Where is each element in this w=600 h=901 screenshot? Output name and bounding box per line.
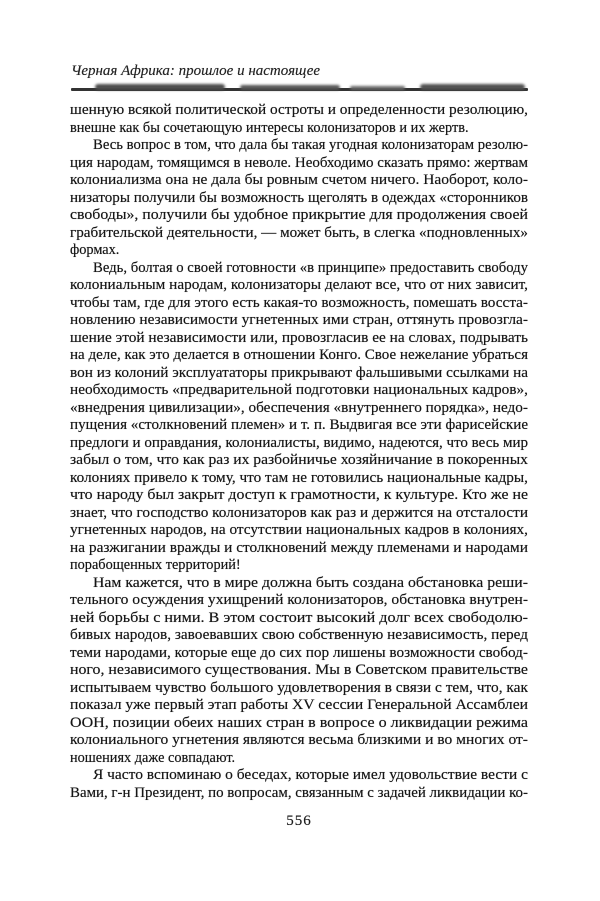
text-line: угнетенных народов, на отсутствии национальных кадров в колониях, — [70, 522, 528, 538]
text-line: теми народами, которые еще до сих пор лишены возможности свобод- — [70, 644, 529, 661]
text-line: колониализма она не дала бы ровным счетом ничего. Наоборот, коло- — [70, 172, 529, 188]
text-line: ношениях даже совпадают. — [70, 749, 236, 766]
text-line: формах. — [70, 242, 120, 258]
text-line: тельного осуждения ухищрений колонизаторов, обстановка внутрен- — [70, 592, 529, 608]
text-line: ней борьбы с ними. В этом состоит высокий долг всех свободолю- — [70, 609, 529, 626]
text-line: на деле, как это делается в отношении Конго. Свое нежелание убраться — [70, 347, 528, 363]
text-line: что народу был закрыт доступ к грамотности, к культуре. Кто же не — [70, 487, 529, 503]
text-line: бивых народов, завоевавших свою собственную независимость, перед — [70, 627, 529, 643]
text-line: вон из колоний эксплуататоры прикрывают фальшивыми ссылками на — [70, 364, 529, 381]
text-line: Ведь, болтая о своей готовности «в принципе» предоставить свободу — [93, 259, 529, 276]
text-line: внешне как бы сочетающую интересы колонизаторов и их жертв. — [70, 119, 469, 136]
text-line: забыл о том, что как раз их разбойничье хозяйничание в покоренных — [70, 452, 528, 468]
running-header: Черная Африка: прошлое и настоящее — [71, 63, 321, 79]
text-line: показал уже первый этап работы XV сессии Генеральной Ассамблеи — [70, 697, 528, 713]
text-line: ного, независимого существования. Мы в Советском правительстве — [70, 662, 528, 678]
text-line: ООН, позиции обеих наших стран в вопросе о ликвидации режима — [70, 714, 528, 731]
text-line: предлоги и оправдания, колониалисты, видимо, надеются, что весь мир — [70, 434, 528, 451]
scan-smudge — [95, 84, 225, 90]
text-line: Я часто вспоминаю о беседах, которые имел удовольствие вести с — [93, 767, 528, 783]
page-number: 556 — [286, 813, 312, 829]
text-line: свободы», получили бы удобное прикрытие для продолжения своей — [70, 207, 529, 223]
text-line: грабительской деятельности, — может быть, в слегка «подновленных» — [70, 224, 528, 241]
text-line: Вами, г-н Президент, по вопросам, связанным с задачей ликвидации ко- — [70, 784, 528, 801]
text-line: шение этой независимости или, провозгласив ее на словах, подрывать — [70, 329, 529, 346]
text-line: Весь вопрос в том, что дала бы такая угодная колонизаторам резолю- — [93, 137, 528, 153]
text-line: низаторы получили бы возможность щеголять в одеждах «сторонников — [70, 189, 529, 206]
text-line: пущения «столкновений племен» и т. п. Выдвигая все эти фарисейские — [70, 417, 529, 433]
text-line: на разжигании вражды и столкновений между племенами и народами — [70, 539, 528, 556]
scan-smudge — [350, 86, 405, 90]
text-line: Нам кажется, что в мире должна быть создана обстановка реши- — [93, 574, 528, 591]
scan-smudge — [420, 84, 525, 90]
text-line: новлению независимости угнетенных ими стран, оттянуть провозгла- — [70, 312, 529, 328]
text-line: «внедрения цивилизации», обеспечения «внутреннего порядка», недо- — [70, 399, 528, 416]
text-line: испытываем чувство большого удовлетворения в связи с тем, что, как — [70, 679, 529, 696]
text-line: порабощенных территорий! — [70, 557, 241, 573]
text-line: шенную всякой политической остроты и определенности резолюцию, — [70, 102, 529, 118]
text-line: колониях привело к тому, что там не готовились национальные кадры, — [70, 469, 528, 486]
text-line: ция народам, томящимся в неволе. Необходимо сказать прямо: жертвам — [70, 154, 528, 171]
text-line: знает, что господство колонизаторов как раз и держится на отсталости — [70, 504, 529, 521]
scan-smudge — [240, 85, 340, 90]
text-line: колониального угнетения являются весьма близкими и во многих от- — [70, 732, 528, 748]
text-block — [70, 102, 528, 802]
text-line: чтобы там, где для этого есть какая-то возможность, помешать восста- — [70, 294, 529, 311]
text-line: колониальным народам, колонизаторы делают все, что от них зависит, — [70, 277, 529, 293]
text-line: необходимость «предварительной подготовки национальных кадров», — [70, 382, 529, 398]
